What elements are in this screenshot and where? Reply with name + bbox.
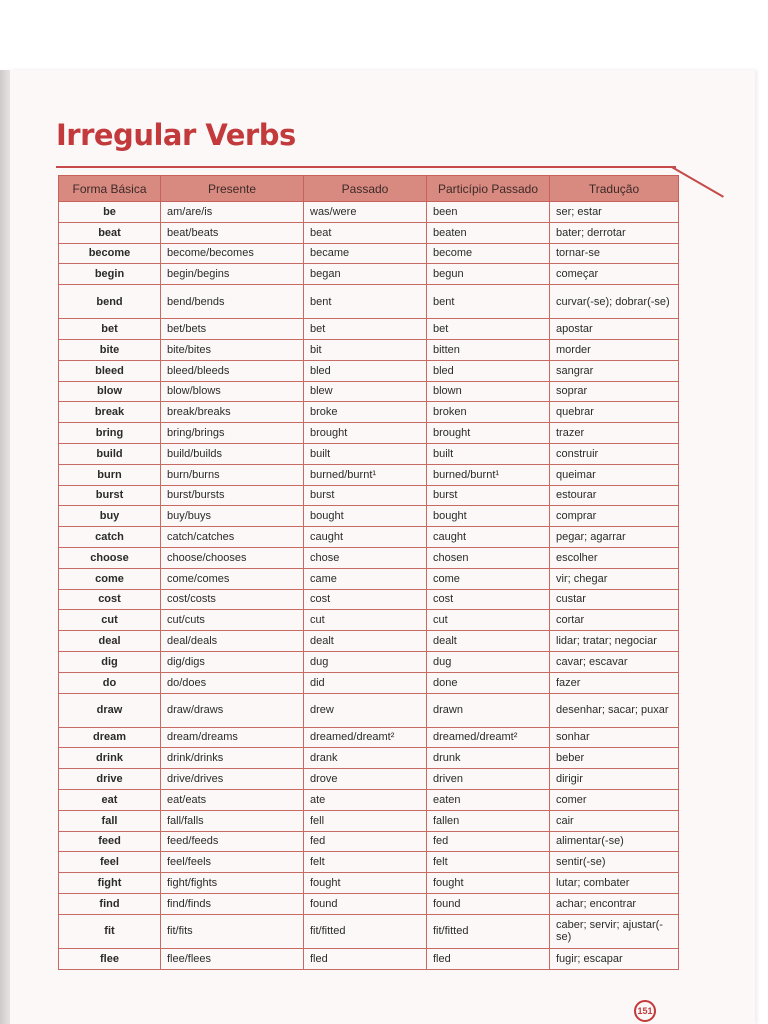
cell-past: built — [304, 443, 427, 464]
cell-translation: fazer — [550, 672, 679, 693]
cell-present: dream/dreams — [161, 727, 304, 748]
cell-past-participle: bent — [427, 285, 550, 319]
cell-present: blow/blows — [161, 381, 304, 402]
cell-past: bought — [304, 506, 427, 527]
cell-base-form: choose — [59, 547, 161, 568]
cell-past-participle: drunk — [427, 748, 550, 769]
cell-base-form: eat — [59, 789, 161, 810]
cell-past: fell — [304, 810, 427, 831]
cell-past-participle: come — [427, 568, 550, 589]
cell-translation: custar — [550, 589, 679, 610]
cell-translation: queimar — [550, 464, 679, 485]
cell-present: begin/begins — [161, 264, 304, 285]
cell-present: break/breaks — [161, 402, 304, 423]
cell-past: found — [304, 893, 427, 914]
cell-present: bend/bends — [161, 285, 304, 319]
cell-past: burst — [304, 485, 427, 506]
table-row — [59, 769, 679, 790]
table-row — [59, 693, 679, 727]
table-row — [59, 285, 679, 319]
cell-translation: desenhar; sacar; puxar — [550, 693, 679, 727]
cell-past: drank — [304, 748, 427, 769]
table-row — [59, 264, 679, 285]
cell-present: bite/bites — [161, 339, 304, 360]
cell-past-participle: bet — [427, 319, 550, 340]
cell-translation: sonhar — [550, 727, 679, 748]
cell-present: burst/bursts — [161, 485, 304, 506]
cell-present: draw/draws — [161, 693, 304, 727]
cell-base-form: come — [59, 568, 161, 589]
cell-translation: sentir(-se) — [550, 852, 679, 873]
cell-present: catch/catches — [161, 527, 304, 548]
table-row — [59, 222, 679, 243]
cell-past: drew — [304, 693, 427, 727]
cell-present: bet/bets — [161, 319, 304, 340]
cell-translation: começar — [550, 264, 679, 285]
cell-translation: cair — [550, 810, 679, 831]
table-row — [59, 243, 679, 264]
cell-present: burn/burns — [161, 464, 304, 485]
cell-present: bleed/bleeds — [161, 360, 304, 381]
cell-base-form: bite — [59, 339, 161, 360]
cell-base-form: become — [59, 243, 161, 264]
cell-past: bit — [304, 339, 427, 360]
cell-base-form: dig — [59, 651, 161, 672]
cell-past: bet — [304, 319, 427, 340]
cell-base-form: burn — [59, 464, 161, 485]
cell-base-form: begin — [59, 264, 161, 285]
cell-past-participle: bought — [427, 506, 550, 527]
cell-past-participle: fought — [427, 873, 550, 894]
table-row — [59, 319, 679, 340]
cell-base-form: deal — [59, 631, 161, 652]
cell-present: am/are/is — [161, 202, 304, 223]
cell-translation: achar; encontrar — [550, 893, 679, 914]
cell-translation: morder — [550, 339, 679, 360]
cell-past: fled — [304, 948, 427, 969]
cell-past: dealt — [304, 631, 427, 652]
cell-base-form: fight — [59, 873, 161, 894]
cell-past: brought — [304, 423, 427, 444]
header-traducao: Tradução — [550, 176, 679, 202]
cell-past: fought — [304, 873, 427, 894]
cell-past: began — [304, 264, 427, 285]
cell-past-participle: felt — [427, 852, 550, 873]
cell-base-form: drink — [59, 748, 161, 769]
cell-translation: beber — [550, 748, 679, 769]
cell-past: beat — [304, 222, 427, 243]
table-row — [59, 360, 679, 381]
cell-past-participle: fallen — [427, 810, 550, 831]
table-row — [59, 202, 679, 223]
table-row — [59, 339, 679, 360]
table-row — [59, 852, 679, 873]
cell-present: deal/deals — [161, 631, 304, 652]
cell-present: dig/digs — [161, 651, 304, 672]
cell-translation: curvar(-se); dobrar(-se) — [550, 285, 679, 319]
cell-past: burned/burnt¹ — [304, 464, 427, 485]
cell-present: feel/feels — [161, 852, 304, 873]
cell-past: was/were — [304, 202, 427, 223]
cell-present: drink/drinks — [161, 748, 304, 769]
cell-present: fit/fits — [161, 914, 304, 948]
cell-past-participle: broken — [427, 402, 550, 423]
cell-translation: pegar; agarrar — [550, 527, 679, 548]
cell-past: bent — [304, 285, 427, 319]
cell-past: felt — [304, 852, 427, 873]
cell-present: flee/flees — [161, 948, 304, 969]
cell-base-form: beat — [59, 222, 161, 243]
header-passado: Passado — [304, 176, 427, 202]
cell-past: chose — [304, 547, 427, 568]
table-row — [59, 443, 679, 464]
cell-translation: lutar; combater — [550, 873, 679, 894]
table-row — [59, 506, 679, 527]
table-row — [59, 831, 679, 852]
cell-translation: comprar — [550, 506, 679, 527]
cell-past: broke — [304, 402, 427, 423]
header-forma-basica: Forma Básica — [59, 176, 161, 202]
table-row — [59, 810, 679, 831]
irregular-verbs-table — [58, 175, 679, 970]
cell-base-form: bend — [59, 285, 161, 319]
cell-past: came — [304, 568, 427, 589]
cell-base-form: catch — [59, 527, 161, 548]
cell-present: build/builds — [161, 443, 304, 464]
table-row — [59, 527, 679, 548]
table-row — [59, 789, 679, 810]
cell-translation: soprar — [550, 381, 679, 402]
cell-base-form: flee — [59, 948, 161, 969]
cell-base-form: bleed — [59, 360, 161, 381]
cell-base-form: do — [59, 672, 161, 693]
cell-base-form: bring — [59, 423, 161, 444]
cell-base-form: cut — [59, 610, 161, 631]
table-row — [59, 589, 679, 610]
cell-present: find/finds — [161, 893, 304, 914]
cell-past: dreamed/dreamt² — [304, 727, 427, 748]
cell-past-participle: been — [427, 202, 550, 223]
cell-present: become/becomes — [161, 243, 304, 264]
cell-translation: comer — [550, 789, 679, 810]
table-row — [59, 748, 679, 769]
header-presente: Presente — [161, 176, 304, 202]
cell-past-participle: chosen — [427, 547, 550, 568]
cell-base-form: fit — [59, 914, 161, 948]
cell-translation: quebrar — [550, 402, 679, 423]
cell-base-form: build — [59, 443, 161, 464]
cell-base-form: burst — [59, 485, 161, 506]
cell-base-form: fall — [59, 810, 161, 831]
cell-translation: escolher — [550, 547, 679, 568]
cell-present: feed/feeds — [161, 831, 304, 852]
cell-present: choose/chooses — [161, 547, 304, 568]
cell-base-form: draw — [59, 693, 161, 727]
cell-past-participle: dreamed/dreamt² — [427, 727, 550, 748]
cell-past: caught — [304, 527, 427, 548]
cell-present: cost/costs — [161, 589, 304, 610]
cell-present: drive/drives — [161, 769, 304, 790]
table-row — [59, 485, 679, 506]
title-rule — [56, 166, 676, 168]
cell-past-participle: done — [427, 672, 550, 693]
cell-base-form: feel — [59, 852, 161, 873]
cell-present: do/does — [161, 672, 304, 693]
cell-present: come/comes — [161, 568, 304, 589]
table-row — [59, 464, 679, 485]
table-row — [59, 893, 679, 914]
cell-base-form: buy — [59, 506, 161, 527]
cell-translation: bater; derrotar — [550, 222, 679, 243]
cell-base-form: feed — [59, 831, 161, 852]
header-participio-passado: Particípio Passado — [427, 176, 550, 202]
cell-past-participle: eaten — [427, 789, 550, 810]
cell-base-form: cost — [59, 589, 161, 610]
table-row — [59, 423, 679, 444]
cell-past-participle: become — [427, 243, 550, 264]
cell-present: eat/eats — [161, 789, 304, 810]
page-title: Irregular Verbs — [56, 118, 296, 152]
cell-translation: dirigir — [550, 769, 679, 790]
cell-translation: cavar; escavar — [550, 651, 679, 672]
cell-present: fall/falls — [161, 810, 304, 831]
cell-past-participle: bitten — [427, 339, 550, 360]
table-row — [59, 568, 679, 589]
cell-present: buy/buys — [161, 506, 304, 527]
cell-past: became — [304, 243, 427, 264]
cell-base-form: be — [59, 202, 161, 223]
cell-past-participle: dealt — [427, 631, 550, 652]
cell-past: did — [304, 672, 427, 693]
table-header-row — [59, 176, 679, 202]
cell-translation: vir; chegar — [550, 568, 679, 589]
table-row — [59, 402, 679, 423]
cell-base-form: blow — [59, 381, 161, 402]
cell-past: bled — [304, 360, 427, 381]
cell-base-form: find — [59, 893, 161, 914]
cell-past: cut — [304, 610, 427, 631]
cell-translation: fugir; escapar — [550, 948, 679, 969]
table-row — [59, 610, 679, 631]
cell-past-participle: fled — [427, 948, 550, 969]
cell-base-form: break — [59, 402, 161, 423]
table-row — [59, 381, 679, 402]
cell-translation: caber; servir; ajustar(-se) — [550, 914, 679, 948]
table-row — [59, 948, 679, 969]
cell-past-participle: dug — [427, 651, 550, 672]
cell-past: drove — [304, 769, 427, 790]
cell-present: cut/cuts — [161, 610, 304, 631]
cell-translation: construir — [550, 443, 679, 464]
cell-past-participle: begun — [427, 264, 550, 285]
cell-past-participle: burned/burnt¹ — [427, 464, 550, 485]
cell-base-form: dream — [59, 727, 161, 748]
cell-translation: apostar — [550, 319, 679, 340]
cell-base-form: drive — [59, 769, 161, 790]
table-row — [59, 727, 679, 748]
cell-past-participle: drawn — [427, 693, 550, 727]
cell-past: fed — [304, 831, 427, 852]
cell-translation: tornar-se — [550, 243, 679, 264]
cell-present: fight/fights — [161, 873, 304, 894]
cell-translation: trazer — [550, 423, 679, 444]
cell-translation: ser; estar — [550, 202, 679, 223]
table-row — [59, 914, 679, 948]
cell-translation: estourar — [550, 485, 679, 506]
cell-past-participle: cost — [427, 589, 550, 610]
cell-past: ate — [304, 789, 427, 810]
table-row — [59, 651, 679, 672]
table-row — [59, 547, 679, 568]
cell-present: beat/beats — [161, 222, 304, 243]
cell-past: cost — [304, 589, 427, 610]
cell-translation: alimentar(-se) — [550, 831, 679, 852]
cell-base-form: bet — [59, 319, 161, 340]
cell-translation: lidar; tratar; negociar — [550, 631, 679, 652]
cell-past: blew — [304, 381, 427, 402]
cell-present: bring/brings — [161, 423, 304, 444]
cell-past-participle: found — [427, 893, 550, 914]
table-row — [59, 631, 679, 652]
cell-past-participle: blown — [427, 381, 550, 402]
table-row — [59, 672, 679, 693]
cell-past: fit/fitted — [304, 914, 427, 948]
cell-past-participle: fed — [427, 831, 550, 852]
cell-past-participle: caught — [427, 527, 550, 548]
cell-past-participle: brought — [427, 423, 550, 444]
cell-past: dug — [304, 651, 427, 672]
cell-past-participle: cut — [427, 610, 550, 631]
cell-past-participle: burst — [427, 485, 550, 506]
table-row — [59, 873, 679, 894]
cell-past-participle: driven — [427, 769, 550, 790]
cell-translation: cortar — [550, 610, 679, 631]
cell-past-participle: fit/fitted — [427, 914, 550, 948]
page-number-badge: 151 — [634, 1000, 656, 1022]
cell-past-participle: built — [427, 443, 550, 464]
cell-past-participle: beaten — [427, 222, 550, 243]
cell-translation: sangrar — [550, 360, 679, 381]
cell-past-participle: bled — [427, 360, 550, 381]
